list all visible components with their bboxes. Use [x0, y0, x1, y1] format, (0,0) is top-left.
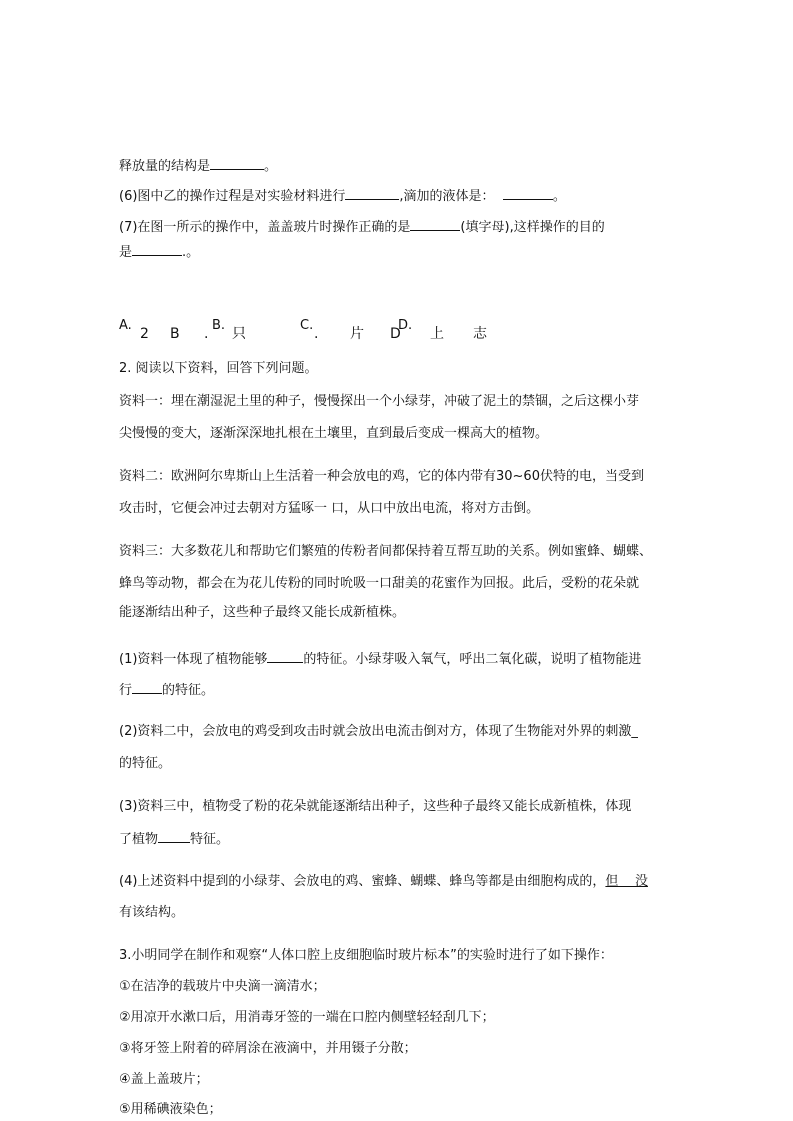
- option-c-text: 片: [350, 326, 364, 342]
- answer-blank[interactable]: [132, 681, 162, 694]
- answer-blank[interactable]: [210, 157, 264, 170]
- q2-part2-line1: (2)资料二中，会放电的鸡受到攻击时就会放出电流击倒对方，体现了生物能对外界的刺激_: [119, 724, 638, 739]
- q2-part1: [119, 650, 641, 668]
- option-a-letter[interactable]: A.: [119, 318, 132, 333]
- q2-part3-line1: (3)资料三中，植物受了粉的花朵就能逐渐结出种子，这些种子最终又能长成新植株，体现: [119, 799, 632, 814]
- answer-blank[interactable]: [503, 187, 553, 200]
- q1-p7-post: (填字母),这样操作的目的: [460, 220, 605, 235]
- option-b-letter[interactable]: B: [170, 326, 180, 342]
- q2-p3b-pre: 了植物: [119, 832, 159, 847]
- q2-p4-underlined[interactable]: 但 没: [605, 874, 648, 889]
- answer-blank[interactable]: [158, 830, 190, 843]
- q2-part4: [119, 874, 648, 890]
- q2-material3-line1: 资料三：大多数花儿和帮助它们繁殖的传粉者间都保持着互帮互助的关系。例如蜜蜂、蝴蝶、: [119, 544, 653, 559]
- q2-material2-line2: 攻击时，它便会冲过去朝对方猛啄一 口，从口中放出电流，将对方击倒。: [119, 501, 540, 516]
- q1-line-a-pre: 释放量的结构是: [119, 159, 211, 174]
- q2-material3-line3: 能逐渐结出种子，这些种子最终又能长成新植株。: [119, 605, 406, 620]
- q1-p7b-pre: 是: [119, 245, 133, 260]
- q2-part2-line2: 的特征。: [119, 756, 172, 771]
- q2-material1-line2: 尖慢慢的变大，逐渐深深地扎根在土壤里，直到最后变成一棵高大的植物。: [119, 426, 549, 441]
- option-b-dot: .: [204, 326, 209, 342]
- q2-p1-pre: (1)资料一体现了植物能够: [119, 652, 268, 667]
- q3-step3: ③将牙签上附着的碎屑涂在液滴中，并用镊子分散；: [119, 1041, 417, 1056]
- answer-blank[interactable]: [410, 218, 460, 231]
- answer-blank[interactable]: [345, 187, 399, 200]
- option-c-dot: .: [314, 326, 319, 342]
- q3-step5: ⑤用稀碘液染色；: [119, 1102, 222, 1117]
- option-d-text: 上: [430, 326, 444, 342]
- q1-p6-pre: (6)图中乙的操作过程是对实验材料进行: [119, 189, 346, 204]
- q2-material2-line1: 资料二：欧洲阿尔卑斯山上生活着一种会放电的鸡，它的体内带有30~60伏特的电，当受到: [119, 469, 644, 484]
- q1-part7: [119, 218, 605, 236]
- q1-line-a: [119, 157, 277, 175]
- q2-part4-line2: 有该结构。: [119, 905, 185, 920]
- q2-material3-line2: 蜂鸟等动物，都会在为花儿传粉的同时吮吸一口甜美的花蜜作为回报。此后，受粉的花朵就: [119, 576, 640, 591]
- q2-material1-line1: 资料一：埋在潮湿泥土里的种子，慢慢探出一个小绿芽，冲破了泥土的禁锢，之后这棵小芽: [119, 394, 640, 409]
- q2-part3-cont: [119, 830, 229, 848]
- q1-part7-cont: [119, 243, 199, 261]
- answer-blank[interactable]: [267, 650, 303, 663]
- q1-p6-mid: ,滴加的液体是：: [399, 189, 495, 204]
- q3-step4: ④盖上盖玻片；: [119, 1072, 209, 1087]
- option-d-sup: D.: [398, 318, 413, 333]
- q1-line-a-post: 。: [264, 159, 278, 174]
- answer-blank[interactable]: [132, 243, 182, 256]
- option-b-sup: B.: [212, 318, 226, 333]
- option-d-text2: 志: [473, 326, 487, 342]
- q2-p4-pre: (4)上述资料中提到的小绿芽、会放电的鸡、蜜蜂、蝴蝶、蜂鸟等都是由细胞构成的，: [119, 874, 606, 889]
- q1-part6: [119, 187, 566, 205]
- q3-heading: 3.小明同学在制作和观察“人体口腔上皮细胞临时玻片标本”的实验时进行了如下操作：: [119, 948, 613, 963]
- option-a-text: 2: [140, 326, 149, 342]
- q1-p6-post: 。: [552, 189, 566, 204]
- q1-p7-pre: (7)在图一所示的操作中，盖盖玻片时操作正确的是: [119, 220, 411, 235]
- q2-p3b-post: 特征。: [190, 832, 230, 847]
- q3-step1: ①在洁净的载玻片中央滴一滴清水；: [119, 979, 326, 994]
- option-b-text: 只: [232, 326, 246, 342]
- q2-p1b-post: 的特征。: [162, 683, 215, 698]
- option-d-letter[interactable]: D: [390, 326, 401, 342]
- q1-p7b-post: .。: [182, 245, 200, 260]
- q2-p1b-pre: 行: [119, 683, 133, 698]
- q2-heading: 2. 阅读以下资料，回答下列问题。: [119, 361, 318, 376]
- q3-step2: ②用凉开水漱口后，用消毒牙签的一端在口腔内侧壁轻轻刮几下；: [119, 1010, 495, 1025]
- q2-p1-post: 的特征。小绿芽吸入氧气，呼出二氧化碳，说明了植物能进: [303, 652, 642, 667]
- q2-part1-cont: [119, 681, 214, 699]
- option-c-letter[interactable]: C.: [300, 318, 314, 333]
